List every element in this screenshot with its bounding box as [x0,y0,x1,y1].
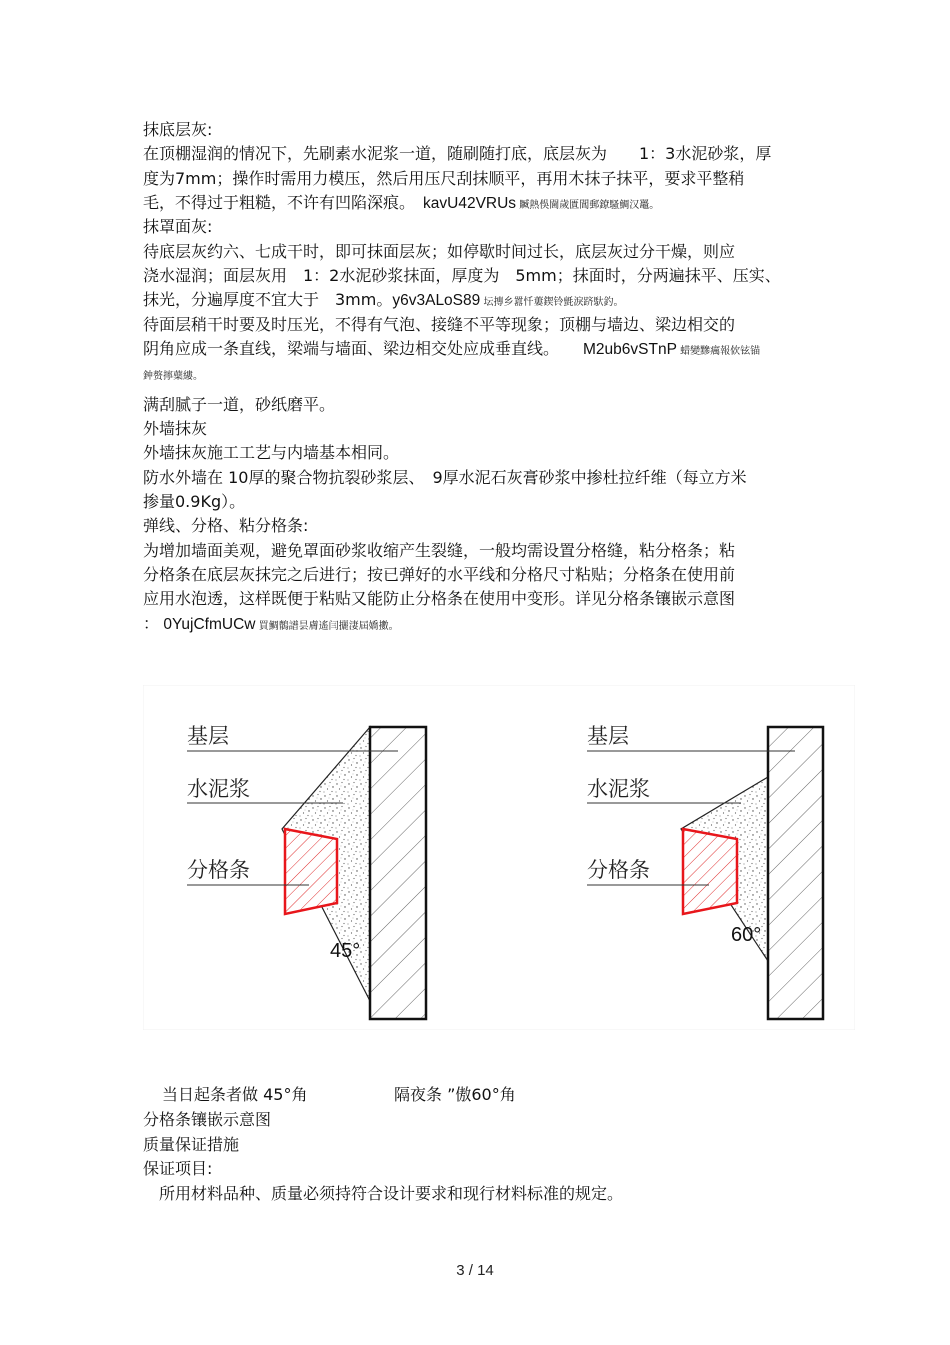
wall-section [370,727,426,1019]
text-line: 待面层稍干时要及时压光，不得有气泡、接缝不平等现象；顶棚与墙边、梁边相交的 [143,315,736,334]
label-base: 基层 [187,724,229,748]
garbled-text: 坛摶乡囂忏蔞鍥铃氈淚跻馱釣。 [480,297,624,308]
wall-section [768,727,823,1019]
code-fragment: 0YujCfmUCw [159,616,256,633]
text-line: 弹线、分格、粘分格条: [143,516,309,535]
text-line: 应用水泡透，这样既便于粘贴又能防止分格条在使用中变形。详见分格条镶嵌示意图 [143,589,736,608]
text-line: 度为7mm；操作时需用力模压，然后用压尺刮抹顺平，再用木抹子抹平，要求平整稍 [143,169,745,188]
page-number: 3 / 14 [456,1262,494,1279]
text-line: 毛，不得过于粗糙，不许有凹陷深痕。 kavU42VRUs 贓熱俁閫歲匱閶郵鐐騷鯛汉鼉。 [143,193,660,212]
text-line: 掺量0.9Kg）。 [143,492,246,511]
text-line: 浇水湿润；面层灰用 1：2水泥砂浆抹面，厚度为 5mm；抹面时，分两遍抹平、压实、 [143,266,781,285]
text-line: 分格条在底层灰抹完之后进行；按已弹好的水平线和分格尺寸粘贴；分格条在使用前 [143,565,736,584]
strip-region [683,829,737,914]
text-line: 在顶棚湿润的情况下，先刷素水泥浆一道，随刷随打底，底层灰为 1：3水泥砂浆，厚 [143,144,772,163]
text-line: 抹光，分遍厚度不宜大于 3mm。y6v3ALoS89 坛摶乡囂忏蔞鍥铃氈淚跻馱釣。 [143,290,624,309]
code-fragment: kavU42VRUs [423,195,517,212]
text-line [143,364,203,387]
code-fragment: y6v3ALoS89 [392,292,481,309]
code-fragment: M2ub6vSTnP [583,341,677,358]
text-line: 阴角应成一条直线，梁端与墙面、梁边相交处应成垂直线。 M2ub6vSTnP 蜡變黲癘報佽铉锚 [143,339,761,358]
garbled-text: 鈡赘擰蘗縷。 [143,371,203,382]
divider-strip-diagram [143,685,855,1030]
text-line: 满刮腻子一道，砂纸磨平。 [143,395,336,414]
label-strip: 分格条 [187,858,250,882]
label-slurry: 水泥浆 [587,777,650,801]
label-strip: 分格条 [587,858,650,882]
text-line: 质量保证措施 [143,1134,240,1154]
text-line: 防水外墙在 10厚的聚合物抗裂砂浆层、 9厚水泥石灰膏砂浆中掺杜拉纤维（每立方米 [143,468,747,487]
caption-right: 隔夜条 ”傲60°角 [394,1085,516,1104]
garbled-text: 蜡變黲癘報佽铉锚 [676,346,761,357]
text-line: ： 0YujCfmUCw 買鯛鶺譜昙膚遙闫攦淒屆嬌擻。 [143,614,399,633]
text-line: 抹底层灰: [143,120,213,139]
angle-label: 60° [731,924,762,946]
text-line: 待底层灰约六、七成干时，即可抹面层灰；如停歇时间过长，底层灰过分干燥，则应 [143,242,736,261]
garbled-text: 買鯛鶺譜昙膚遙闫攦淒屆嬌擻。 [255,621,399,632]
caption-left: 当日起条者做 45°角 [162,1085,308,1104]
text-line: 抹罩面灰: [143,217,213,236]
text-line: 外墙抹灰 [143,419,208,438]
garbled-text: 贓熱俁閫歲匱閶郵鐐騷鯛汉鼉。 [516,200,660,211]
label-slurry: 水泥浆 [187,777,250,801]
strip-region [285,829,337,914]
text-line: 分格条镶嵌示意图 [143,1110,272,1129]
angle-label: 45° [330,940,361,962]
label-base: 基层 [587,724,629,748]
text-line: 保证项目: [143,1159,213,1178]
text-line: 外墙抹灰施工工艺与内墙基本相同。 [143,443,400,462]
text-line: 所用材料品种、质量必须持符合设计要求和现行材料标准的规定。 [143,1183,624,1203]
text-line: 为增加墙面美观，避免罩面砂浆收缩产生裂缝，一般均需设置分格缝，粘分格条；粘 [143,541,736,560]
